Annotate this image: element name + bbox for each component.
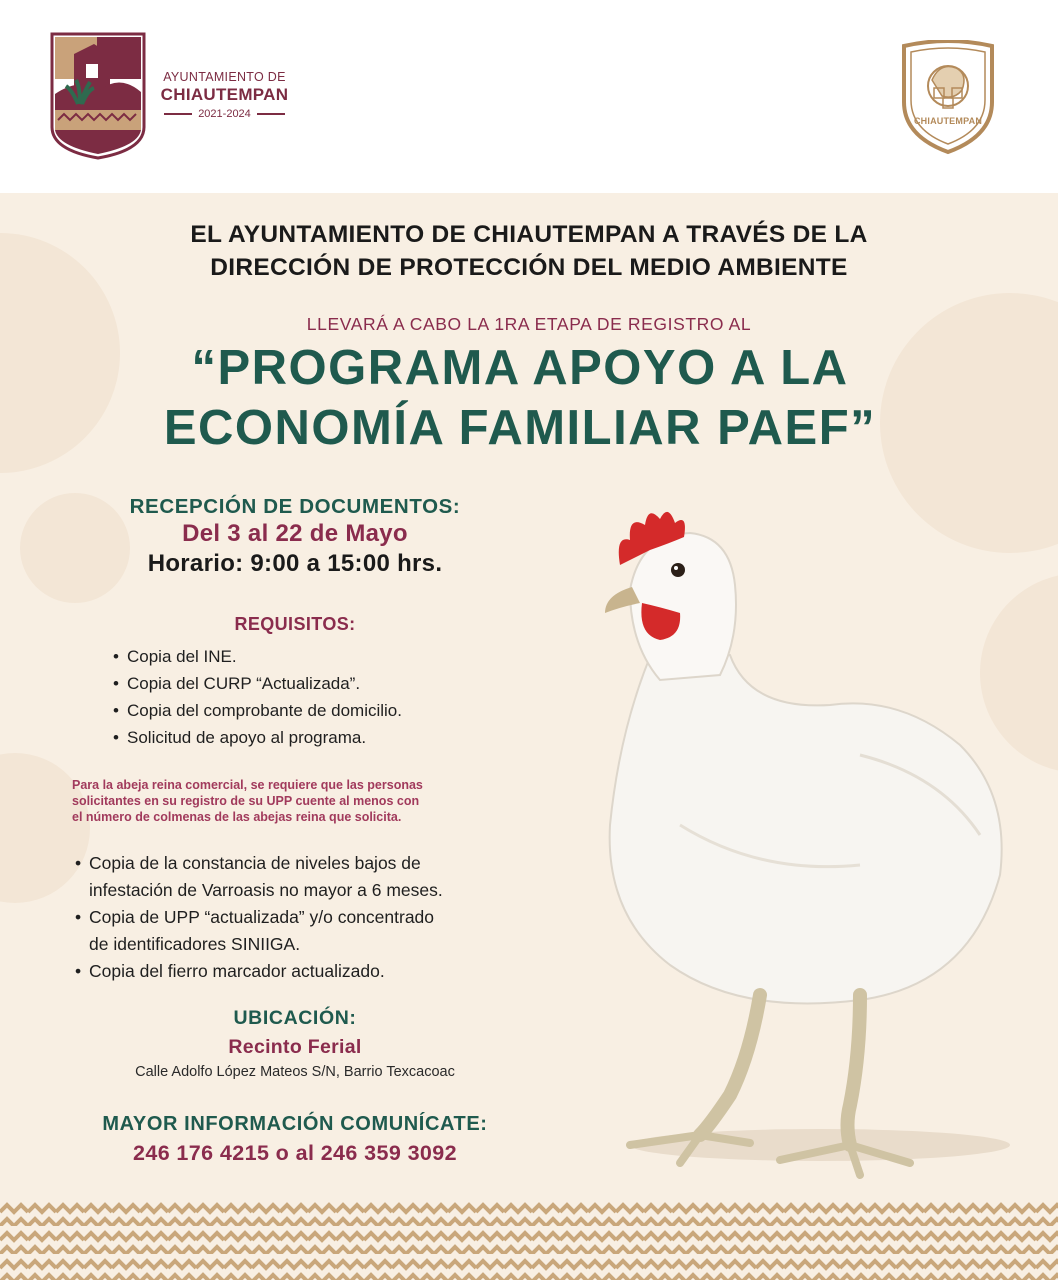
list-item-line: de identificadores SINIIGA. — [89, 934, 301, 954]
list-item-line: infestación de Varroasis no mayor a 6 meses. — [89, 880, 443, 900]
title-line1: “PROGRAMA APOYO A LA — [191, 341, 849, 395]
logo-years-row — [152, 108, 297, 120]
list-item: • Copia del CURP “Actualizada”. — [113, 670, 402, 697]
bee-note-line3: el número de colmenas de las abejas reina que solicita. — [72, 810, 402, 824]
divider — [257, 113, 285, 115]
location-name: Recinto Ferial — [228, 1036, 362, 1058]
list-item: • Copia del INE. — [113, 643, 402, 670]
reception-hours: Horario: 9:00 a 15:00 hrs. — [147, 550, 443, 577]
woven-border-pattern — [0, 1198, 1058, 1280]
bee-requirements-list — [75, 850, 545, 985]
logo-years: 2021-2024 — [198, 108, 251, 120]
subtitle: LLEVARÁ A CABO LA 1RA ETAPA DE REGISTRO AL — [306, 314, 752, 334]
list-item: • Solicitud de apoyo al programa. — [113, 724, 402, 751]
title-line2: ECONOMÍA FAMILIAR PAEF” — [163, 401, 877, 455]
bee-note-line1: Para la abeja reina comercial, se requiere que las personas — [72, 778, 423, 792]
reception-heading: RECEPCIÓN DE DOCUMENTOS: — [129, 495, 461, 518]
intro-line1: EL AYUNTAMIENTO DE CHIAUTEMPAN A TRAVÉS DE LA — [190, 221, 868, 248]
logo-line2: CHIAUTEMPAN — [160, 85, 289, 104]
list-item — [75, 958, 545, 985]
list-item — [75, 850, 545, 904]
list-item-line: • Copia del fierro marcador actualizado. — [89, 961, 385, 981]
reception-dates: Del 3 al 22 de Mayo — [182, 520, 408, 547]
location-heading: UBICACIÓN: — [233, 1007, 357, 1029]
list-item-line: • Copia de la constancia de niveles bajos de — [89, 853, 421, 873]
header-band — [0, 0, 1058, 193]
white-hen-icon — [560, 495, 1030, 1195]
requirements-list — [113, 643, 402, 751]
program-title — [60, 338, 980, 458]
requirements-heading: REQUISITOS: — [234, 614, 356, 634]
shield-caption: CHIAUTEMPAN — [913, 116, 983, 126]
list-item — [75, 904, 545, 958]
divider — [164, 113, 192, 115]
bee-note — [72, 777, 542, 825]
intro-heading — [0, 218, 1058, 284]
logo-line1: AYUNTAMIENTO DE — [163, 70, 286, 84]
contact-phones: 246 176 4215 o al 246 359 3092 — [132, 1141, 458, 1165]
contact-heading: MAYOR INFORMACIÓN COMUNÍCATE: — [102, 1113, 488, 1135]
municipal-logo-text — [152, 70, 297, 120]
bee-note-line2: solicitantes en su registro de su UPP cuente al menos con — [72, 794, 420, 808]
location-address: Calle Adolfo López Mateos S/N, Barrio Texcacoac — [135, 1064, 455, 1080]
municipal-logo-icon — [50, 32, 146, 160]
list-item-line: • Copia de UPP “actualizada” y/o concentrado — [89, 907, 435, 927]
intro-line2: DIRECCIÓN DE PROTECCIÓN DEL MEDIO AMBIENTE — [210, 254, 848, 281]
list-item: • Copia del comprobante de domicilio. — [113, 697, 402, 724]
shield-emblem-icon — [898, 40, 998, 155]
